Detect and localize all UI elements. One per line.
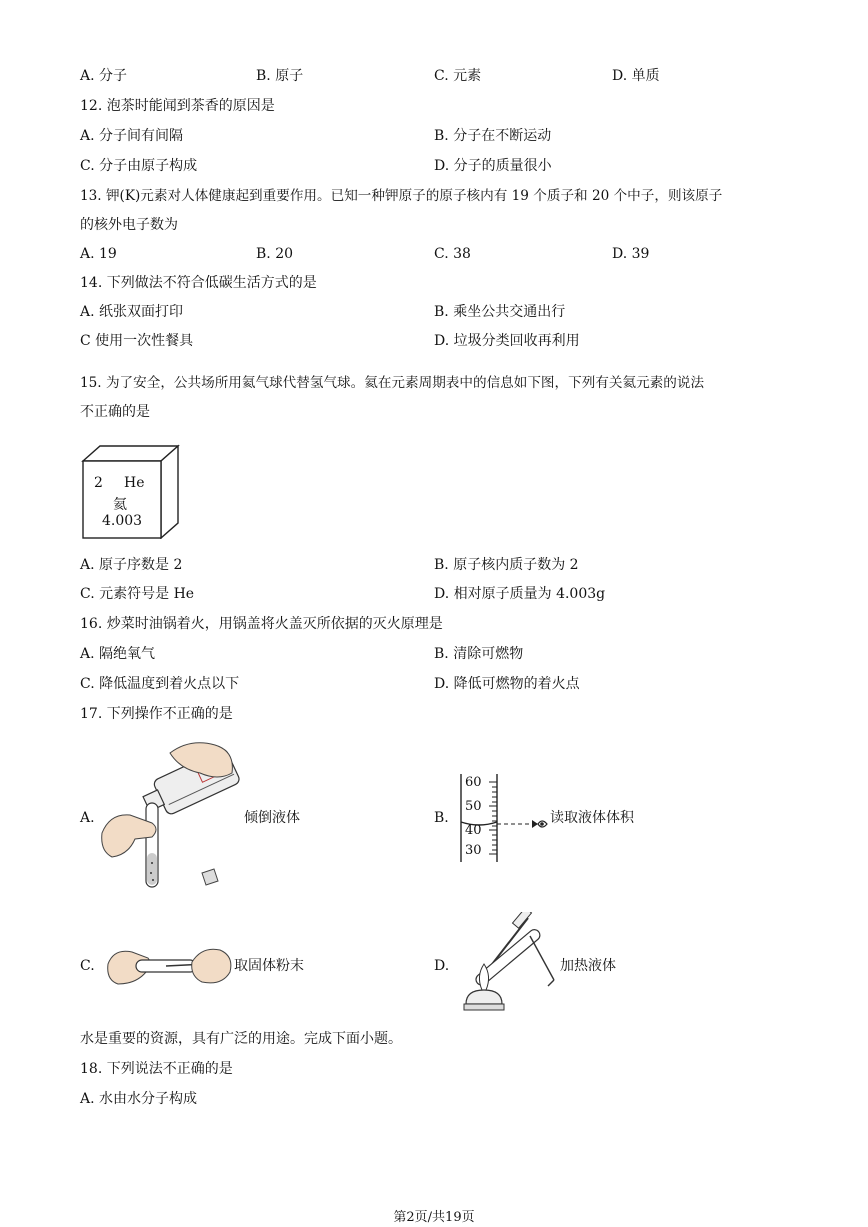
q15-option-a: A. 原子序数是 2	[80, 557, 183, 573]
q13-stem-line1: 13. 钾(K)元素对人体健康起到重要作用。已知一种钾原子的原子核内有 19 个质子和 20 个中子，则该原子	[80, 188, 723, 204]
passage-intro: 水是重要的资源，具有广泛的用途。完成下面小题。	[80, 1031, 402, 1047]
q13-stem-line2: 的核外电子数为	[80, 217, 178, 233]
q11-option-b: B. 原子	[256, 68, 304, 84]
q11-option-d: D. 单质	[612, 68, 660, 84]
q12-option-a: A. 分子间有间隔	[80, 128, 184, 144]
q17-option-b-caption: 读取液体体积	[550, 810, 634, 826]
element-atomic-number: 2	[94, 475, 103, 491]
q17-option-b-letter: B.	[434, 810, 449, 826]
q15-option-d: D. 相对原子质量为 4.003g	[434, 586, 606, 602]
element-name: 氦	[113, 497, 127, 513]
q17-option-d-caption: 加热液体	[560, 958, 616, 974]
cylinder-tick-30: 30	[465, 843, 482, 858]
q17-option-a-caption: 倾倒液体	[244, 810, 300, 826]
page-footer: 第2页/共19页	[393, 1210, 475, 1225]
q13-option-c: C. 38	[434, 246, 471, 262]
q12-option-c: C. 分子由原子构成	[80, 158, 198, 174]
q17-option-c-caption: 取固体粉末	[234, 958, 304, 974]
q18-option-a: A. 水由水分子构成	[80, 1091, 198, 1107]
q17-option-a-letter: A.	[80, 810, 95, 826]
q15-stem-line2: 不正确的是	[80, 404, 150, 420]
cylinder-tick-40: 40	[465, 823, 482, 838]
q14-option-d: D. 垃圾分类回收再利用	[434, 333, 580, 349]
q17-option-c-letter: C.	[80, 958, 95, 974]
q14-stem: 14. 下列做法不符合低碳生活方式的是	[80, 275, 317, 291]
q11-option-a: A. 分子	[80, 68, 128, 84]
graduated-cylinder-illustration	[456, 772, 548, 864]
helium-element-card	[80, 443, 184, 539]
q12-option-d: D. 分子的质量很小	[434, 158, 552, 174]
q16-option-c: C. 降低温度到着火点以下	[80, 676, 240, 692]
q16-option-d: D. 降低可燃物的着火点	[434, 676, 580, 692]
q17-option-d-letter: D.	[434, 958, 450, 974]
pouring-liquid-illustration	[100, 733, 242, 891]
q15-stem-line1: 15. 为了安全，公共场所用氦气球代替氢气球。氦在元素周期表中的信息如下图，下列有关氦元素的说法	[80, 375, 705, 391]
q15-option-b: B. 原子核内质子数为 2	[434, 557, 579, 573]
q16-option-a: A. 隔绝氧气	[80, 646, 156, 662]
q12-option-b: B. 分子在不断运动	[434, 128, 552, 144]
element-atomic-mass: 4.003	[102, 513, 143, 529]
q16-option-b: B. 清除可燃物	[434, 646, 524, 662]
q15-option-c: C. 元素符号是 He	[80, 586, 195, 602]
q13-option-a: A. 19	[80, 246, 117, 262]
q14-option-b: B. 乘坐公共交通出行	[434, 304, 566, 320]
q14-option-a: A. 纸张双面打印	[80, 304, 184, 320]
heating-liquid-illustration	[456, 912, 558, 1016]
element-symbol: He	[124, 475, 145, 491]
q12-stem: 12. 泡茶时能闻到茶香的原因是	[80, 98, 275, 114]
q17-stem: 17. 下列操作不正确的是	[80, 706, 233, 722]
cylinder-tick-60: 60	[465, 775, 482, 790]
q11-option-c: C. 元素	[434, 68, 482, 84]
cylinder-tick-50: 50	[465, 799, 482, 814]
q13-option-d: D. 39	[612, 246, 650, 262]
q14-option-c: C 使用一次性餐具	[80, 333, 194, 349]
q18-stem: 18. 下列说法不正确的是	[80, 1061, 233, 1077]
q16-stem: 16. 炒菜时油锅着火，用锅盖将火盖灭所依据的灭火原理是	[80, 616, 443, 632]
q13-option-b: B. 20	[256, 246, 294, 262]
powder-transfer-illustration	[106, 944, 234, 992]
